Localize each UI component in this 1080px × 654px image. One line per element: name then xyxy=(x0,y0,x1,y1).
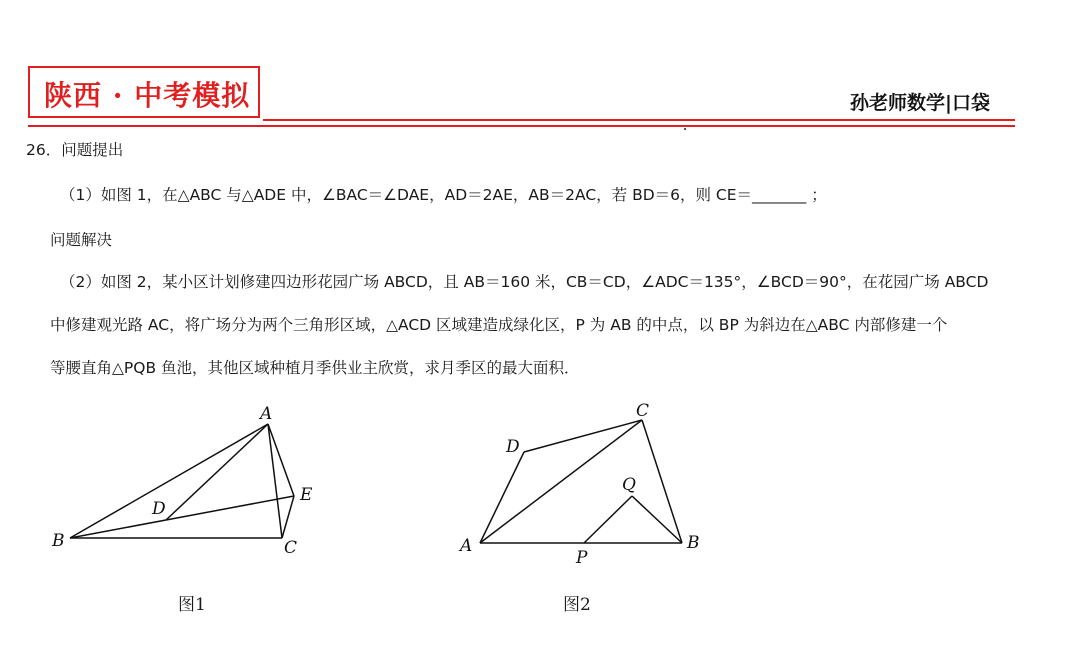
figure1-diagram xyxy=(70,424,294,538)
problem-title: 26．问题提出 xyxy=(26,141,124,159)
fig2-label-Q: Q xyxy=(622,475,636,495)
figure1-caption: 图1 xyxy=(178,595,206,615)
brand-title: 孙老师数学|口袋 xyxy=(850,92,990,114)
fig1-label-B: B xyxy=(52,531,65,551)
fig2-segment-AD xyxy=(480,452,524,543)
fig2-label-C: C xyxy=(636,401,650,421)
fig1-segment-AD xyxy=(166,424,268,520)
fig2-segment-AC xyxy=(480,420,642,543)
fig2-label-A: A xyxy=(460,536,473,556)
fig1-segment-EC xyxy=(282,496,294,538)
fig2-label-D: D xyxy=(506,437,520,457)
fig1-label-E: E xyxy=(300,485,313,505)
fig1-label-C: C xyxy=(284,538,298,558)
fig1-segment-AC xyxy=(268,424,282,538)
fig1-segment-BA xyxy=(70,424,268,538)
section-heading: 问题解决 xyxy=(50,231,113,249)
problem-part2-line2: 中修建观光路 AC，将广场分为两个三角形区域，△ACD 区域建造成绿化区，P 为 AB 的中点，以 BP 为斜边在△ABC 内部修建一个 xyxy=(50,316,948,334)
problem-part2-line1: （2）如图 2，某小区计划修建四边形花园广场 ABCD，且 AB＝160 米，CB＝CD，∠ADC＝135°，∠BCD＝90°，在花园广场 ABCD xyxy=(60,273,989,291)
figure2-caption: 图2 xyxy=(563,595,591,615)
fig1-label-A: A xyxy=(260,404,273,424)
problem-part1: （1）如图 1，在△ABC 与△ADE 中，∠BAC＝∠DAE，AD＝2AE，AB＝2AC，若 BD＝6，则 CE＝_______ ； xyxy=(60,186,827,204)
fig2-segment-PQ xyxy=(584,496,632,543)
fig2-label-P: P xyxy=(576,548,588,568)
fig2-segment-DC xyxy=(524,420,642,452)
header-badge-text: 陕西 · 中考模拟 xyxy=(44,79,251,112)
fig2-label-B: B xyxy=(687,533,700,553)
fig1-label-D: D xyxy=(152,499,166,519)
fig1-segment-BE xyxy=(70,496,294,538)
problem-part2-line3: 等腰直角△PQB 鱼池，其他区域种植月季供业主欣赏，求月季区的最大面积． xyxy=(50,359,580,377)
